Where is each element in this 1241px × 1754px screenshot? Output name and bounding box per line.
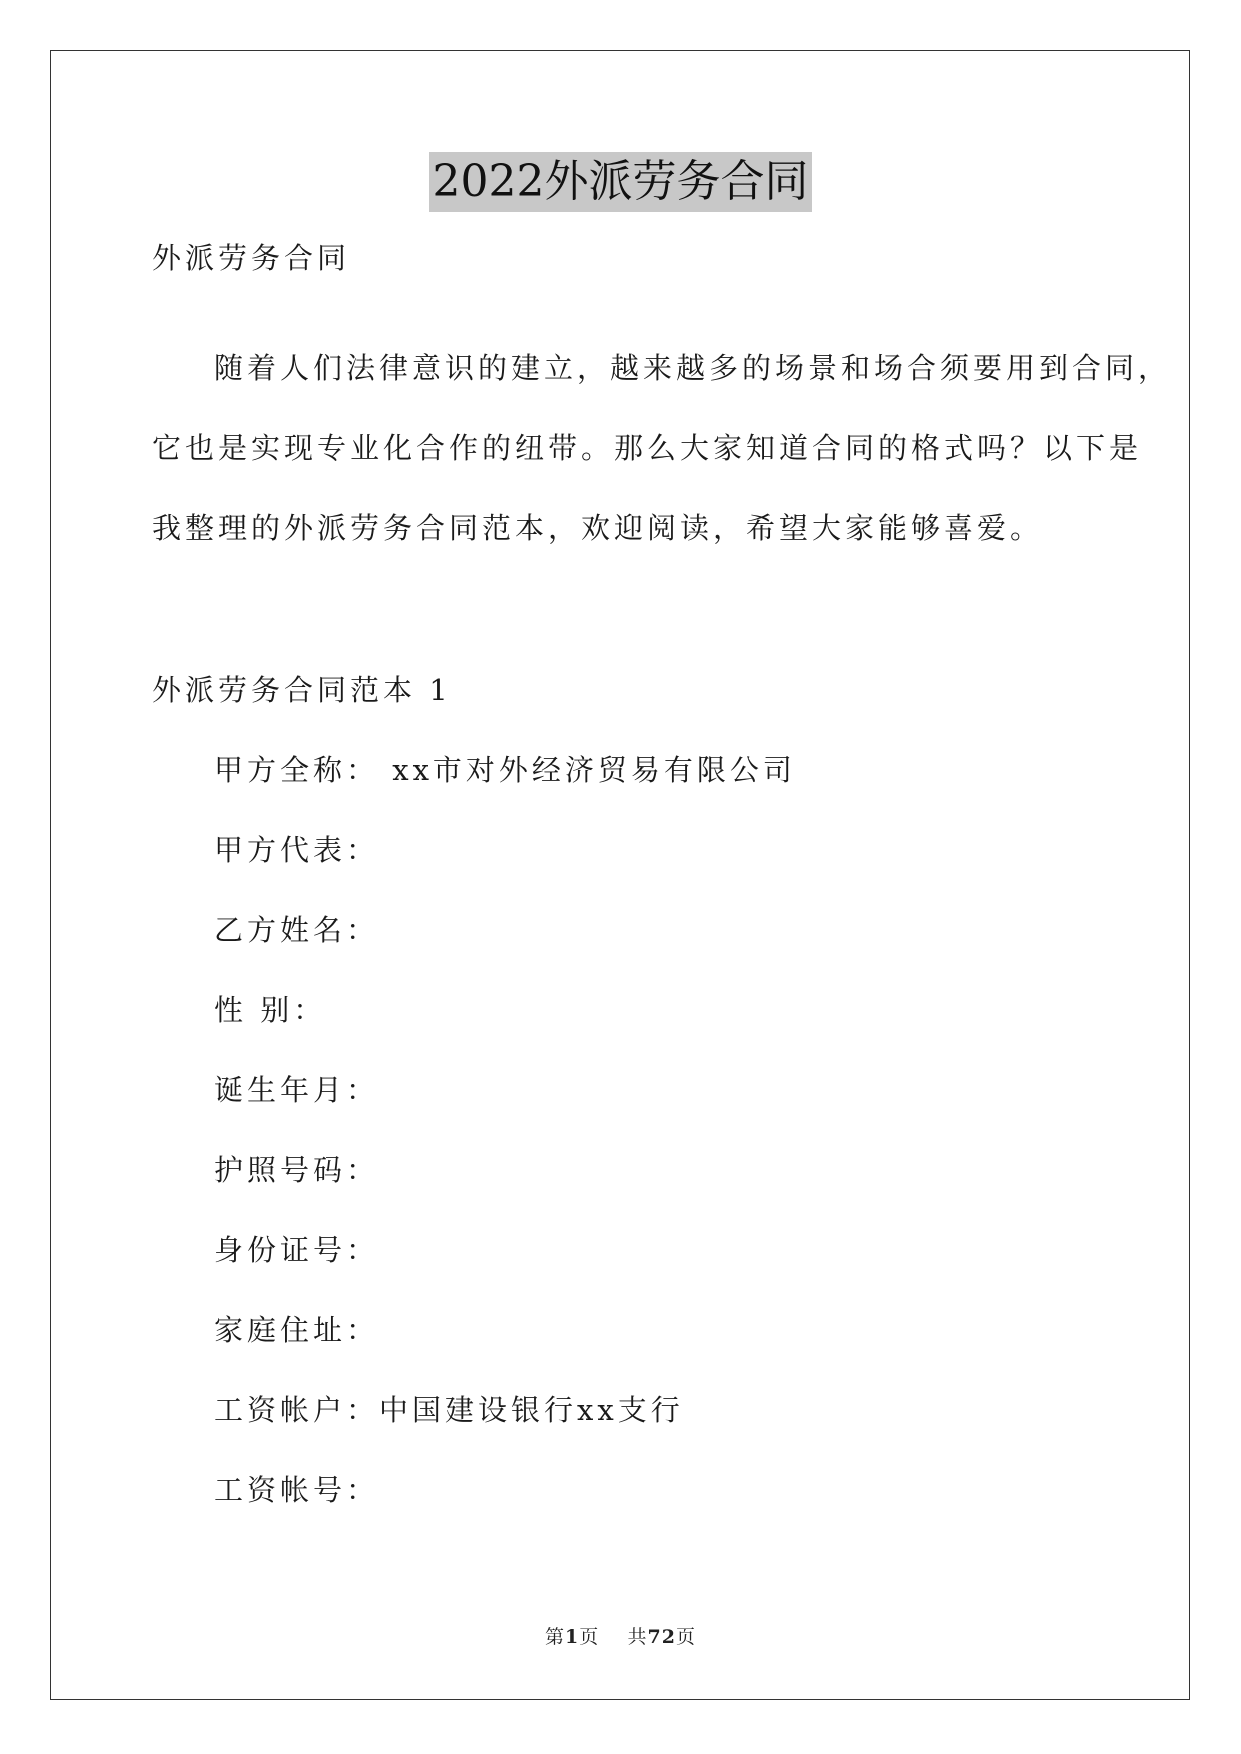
footer-page-suffix: 页 — [579, 1626, 600, 1648]
field-salary-account: 工资帐户：中国建设银行xx支行 — [214, 1393, 684, 1427]
title-container — [0, 152, 1241, 212]
field-party-a-name: 甲方全称： xx市对外经济贸易有限公司 — [214, 753, 796, 787]
field-party-a-representative: 甲方代表： — [214, 833, 380, 867]
field-gender: 性 别： — [214, 993, 327, 1027]
footer-total-prefix: 共 — [627, 1626, 648, 1648]
field-id-number: 身份证号： — [214, 1233, 380, 1267]
footer-prefix: 第 — [545, 1626, 566, 1648]
footer-total-suffix: 页 — [675, 1626, 696, 1648]
intro-line-1: 随着人们法律意识的建立，越来越多的场景和场合须要用到合同， — [214, 351, 1172, 385]
field-salary-account-number: 工资帐号： — [214, 1473, 380, 1507]
document-title: 2022外派劳务合同 — [429, 152, 813, 212]
page-border — [50, 50, 1190, 1700]
footer-page-number: 1 — [565, 1626, 580, 1648]
field-party-b-name: 乙方姓名： — [214, 913, 380, 947]
intro-line-3: 我整理的外派劳务合同范本，欢迎阅读，希望大家能够喜爱。 — [152, 511, 1044, 545]
section-title: 外派劳务合同范本 1 — [152, 673, 452, 707]
document-subtitle: 外派劳务合同 — [152, 241, 351, 275]
field-birth-date: 诞生年月： — [214, 1073, 380, 1107]
field-home-address: 家庭住址： — [214, 1313, 380, 1347]
intro-line-2: 它也是实现专业化合作的纽带。那么大家知道合同的格式吗？以下是 — [152, 431, 1143, 465]
field-passport-number: 护照号码： — [214, 1153, 380, 1187]
footer-total-pages: 72 — [647, 1626, 676, 1648]
page-footer — [0, 1622, 1241, 1649]
